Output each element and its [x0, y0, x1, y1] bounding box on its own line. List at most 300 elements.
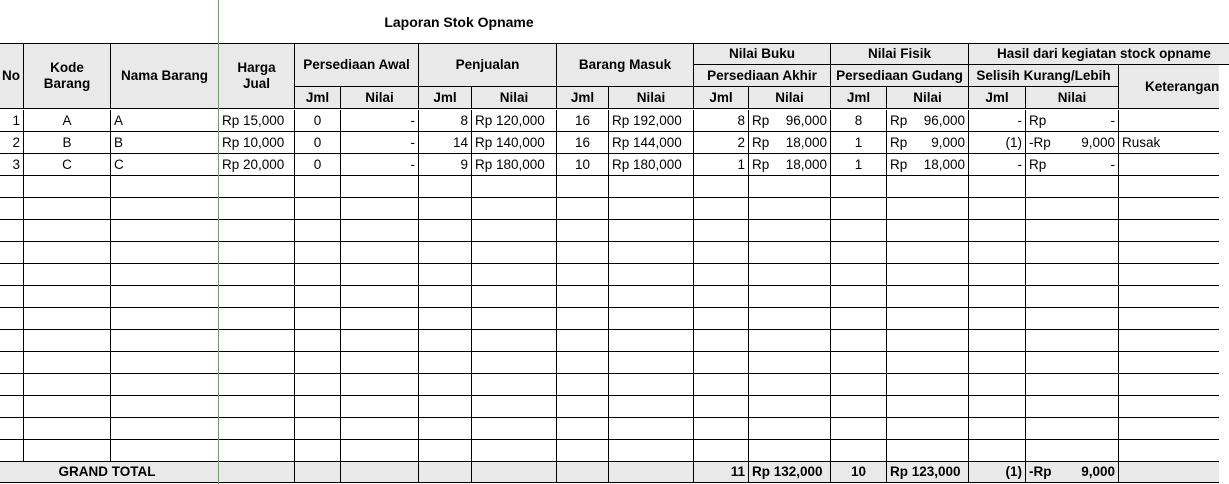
empty-cell[interactable] [1119, 440, 1219, 462]
subheader-selisih-nilai[interactable]: Nilai [1026, 87, 1119, 109]
cell-harga[interactable]: Rp 20,000 [219, 154, 295, 176]
cell-awal-nilai[interactable]: - [341, 132, 419, 154]
cell-keterangan[interactable] [1119, 110, 1219, 132]
header-kode-barang[interactable]: Kode Barang [24, 43, 111, 109]
empty-cell[interactable] [969, 396, 1026, 418]
empty-cell[interactable] [831, 352, 887, 374]
empty-cell[interactable] [472, 176, 557, 198]
cell-awal-jml[interactable]: 0 [295, 132, 341, 154]
empty-cell[interactable] [295, 286, 341, 308]
empty-cell[interactable] [219, 286, 295, 308]
empty-cell[interactable] [24, 374, 111, 396]
header-persediaan-awal[interactable]: Persediaan Awal [295, 43, 419, 87]
empty-cell[interactable] [831, 396, 887, 418]
empty-cell[interactable] [1119, 418, 1219, 440]
empty-cell[interactable] [557, 440, 609, 462]
empty-cell[interactable] [969, 374, 1026, 396]
empty-cell[interactable] [111, 396, 219, 418]
empty-cell[interactable] [694, 396, 749, 418]
empty-cell[interactable] [609, 220, 694, 242]
empty-cell[interactable] [419, 440, 472, 462]
empty-cell[interactable] [1026, 308, 1119, 330]
empty-cell[interactable] [111, 352, 219, 374]
header-harga-jual[interactable]: Harga Jual [219, 43, 295, 109]
empty-cell[interactable] [831, 220, 887, 242]
empty-cell[interactable] [341, 198, 419, 220]
empty-cell[interactable] [111, 440, 219, 462]
empty-cell[interactable] [887, 308, 969, 330]
empty-cell[interactable] [0, 440, 24, 462]
cell-jual-nilai[interactable]: Rp 120,000 [472, 110, 557, 132]
empty-cell[interactable] [295, 264, 341, 286]
empty-cell[interactable] [969, 352, 1026, 374]
header-hasil-stock-opname[interactable]: Hasil dari kegiatan stock opname [969, 43, 1229, 65]
empty-cell[interactable] [557, 418, 609, 440]
empty-cell[interactable] [219, 418, 295, 440]
cell-akhir-jml[interactable]: 2 [694, 132, 749, 154]
empty-cell[interactable] [111, 374, 219, 396]
empty-cell[interactable] [749, 308, 831, 330]
empty-cell[interactable] [694, 418, 749, 440]
empty-cell[interactable] [419, 264, 472, 286]
empty-cell[interactable] [341, 308, 419, 330]
empty-cell[interactable] [609, 264, 694, 286]
empty-cell[interactable] [111, 308, 219, 330]
cell-jual-jml[interactable]: 14 [419, 132, 472, 154]
empty-cell[interactable] [1026, 220, 1119, 242]
cell-harga[interactable]: Rp 15,000 [219, 110, 295, 132]
empty-cell[interactable] [609, 308, 694, 330]
empty-cell[interactable] [472, 352, 557, 374]
empty-cell[interactable] [24, 220, 111, 242]
empty-cell[interactable] [341, 330, 419, 352]
grand-total-label[interactable]: GRAND TOTAL [0, 461, 219, 483]
empty-cell[interactable] [831, 330, 887, 352]
empty-cell[interactable] [24, 440, 111, 462]
empty-cell[interactable] [341, 374, 419, 396]
subheader-masuk-jml[interactable]: Jml [557, 87, 609, 109]
header-penjualan[interactable]: Penjualan [419, 43, 557, 87]
cell-awal-nilai[interactable]: - [341, 154, 419, 176]
cell-jual-jml[interactable]: 9 [419, 154, 472, 176]
empty-cell[interactable] [341, 220, 419, 242]
empty-cell[interactable] [831, 374, 887, 396]
cell-akhir[interactable] [749, 154, 831, 176]
empty-cell[interactable] [694, 440, 749, 462]
empty-cell[interactable] [1026, 396, 1119, 418]
empty-cell[interactable] [341, 418, 419, 440]
empty-cell[interactable] [969, 330, 1026, 352]
header-barang-masuk[interactable]: Barang Masuk [557, 43, 694, 87]
header-persediaan-gudang[interactable]: Persediaan Gudang [831, 65, 969, 87]
empty-cell[interactable] [472, 330, 557, 352]
empty-cell[interactable] [1119, 396, 1219, 418]
header-no[interactable]: No [0, 43, 24, 109]
cell-jual-nilai[interactable]: Rp 180,000 [472, 154, 557, 176]
empty-cell[interactable] [831, 264, 887, 286]
empty-cell[interactable] [831, 418, 887, 440]
empty-cell[interactable] [341, 440, 419, 462]
empty-cell[interactable] [831, 308, 887, 330]
cell-masuk-jml[interactable]: 10 [557, 154, 609, 176]
empty-cell[interactable] [295, 242, 341, 264]
cell-nama[interactable]: C [111, 154, 219, 176]
empty-cell[interactable] [295, 330, 341, 352]
empty-cell[interactable] [472, 396, 557, 418]
grand-total-empty-cell[interactable] [1119, 461, 1219, 483]
empty-cell[interactable] [831, 176, 887, 198]
empty-cell[interactable] [472, 374, 557, 396]
cell-masuk-nilai[interactable]: Rp 180,000 [609, 154, 694, 176]
empty-cell[interactable] [219, 440, 295, 462]
empty-cell[interactable] [24, 198, 111, 220]
subheader-jual-jml[interactable]: Jml [419, 87, 472, 109]
empty-cell[interactable] [887, 352, 969, 374]
empty-cell[interactable] [0, 264, 24, 286]
empty-cell[interactable] [1119, 286, 1219, 308]
empty-cell[interactable] [887, 374, 969, 396]
empty-cell[interactable] [341, 396, 419, 418]
header-nilai-buku[interactable]: Nilai Buku [694, 43, 831, 65]
cell-gudang-jml[interactable]: 1 [831, 154, 887, 176]
empty-cell[interactable] [609, 198, 694, 220]
cell-gudang-jml[interactable]: 1 [831, 132, 887, 154]
empty-cell[interactable] [969, 418, 1026, 440]
empty-cell[interactable] [219, 220, 295, 242]
empty-cell[interactable] [219, 176, 295, 198]
empty-cell[interactable] [472, 440, 557, 462]
empty-cell[interactable] [0, 418, 24, 440]
empty-cell[interactable] [341, 286, 419, 308]
empty-cell[interactable] [1026, 440, 1119, 462]
empty-cell[interactable] [557, 242, 609, 264]
empty-cell[interactable] [831, 242, 887, 264]
cell-selisih[interactable] [1026, 110, 1119, 132]
empty-cell[interactable] [749, 352, 831, 374]
empty-cell[interactable] [969, 242, 1026, 264]
empty-cell[interactable] [887, 176, 969, 198]
empty-cell[interactable] [694, 308, 749, 330]
empty-cell[interactable] [472, 308, 557, 330]
cell-awal-nilai[interactable]: - [341, 110, 419, 132]
cell-akhir-jml[interactable]: 8 [694, 110, 749, 132]
cell-no[interactable]: 3 [0, 154, 24, 176]
empty-cell[interactable] [969, 440, 1026, 462]
empty-cell[interactable] [694, 198, 749, 220]
subheader-gudang-nilai[interactable]: Nilai [887, 87, 969, 109]
grand-total-gudang-jml[interactable]: 10 [831, 461, 887, 483]
empty-cell[interactable] [219, 198, 295, 220]
empty-cell[interactable] [887, 286, 969, 308]
empty-cell[interactable] [694, 220, 749, 242]
empty-cell[interactable] [419, 242, 472, 264]
subheader-gudang-jml[interactable]: Jml [831, 87, 887, 109]
header-selisih[interactable]: Selisih Kurang/Lebih [969, 65, 1119, 87]
empty-cell[interactable] [609, 418, 694, 440]
empty-cell[interactable] [609, 374, 694, 396]
empty-cell[interactable] [831, 440, 887, 462]
empty-cell[interactable] [1026, 418, 1119, 440]
empty-cell[interactable] [969, 286, 1026, 308]
grand-total-empty-cell[interactable] [557, 461, 609, 483]
grand-total-empty-cell[interactable] [419, 461, 472, 483]
empty-cell[interactable] [749, 198, 831, 220]
empty-cell[interactable] [887, 220, 969, 242]
empty-cell[interactable] [341, 264, 419, 286]
empty-cell[interactable] [419, 176, 472, 198]
empty-cell[interactable] [1026, 198, 1119, 220]
empty-cell[interactable] [557, 176, 609, 198]
cell-nama[interactable]: A [111, 110, 219, 132]
empty-cell[interactable] [609, 330, 694, 352]
header-nilai-fisik[interactable]: Nilai Fisik [831, 43, 969, 65]
empty-cell[interactable] [419, 418, 472, 440]
empty-cell[interactable] [557, 220, 609, 242]
empty-cell[interactable] [24, 176, 111, 198]
cell-gudang[interactable] [887, 132, 969, 154]
empty-cell[interactable] [1026, 264, 1119, 286]
grand-total-empty-cell[interactable] [219, 461, 295, 483]
cell-akhir[interactable] [749, 132, 831, 154]
empty-cell[interactable] [341, 352, 419, 374]
empty-cell[interactable] [219, 264, 295, 286]
cell-keterangan[interactable]: Rusak [1119, 132, 1219, 154]
empty-cell[interactable] [24, 242, 111, 264]
empty-cell[interactable] [887, 330, 969, 352]
empty-cell[interactable] [749, 176, 831, 198]
empty-cell[interactable] [219, 242, 295, 264]
empty-cell[interactable] [887, 242, 969, 264]
cell-gudang[interactable] [887, 154, 969, 176]
header-nama-barang[interactable]: Nama Barang [111, 43, 219, 109]
empty-cell[interactable] [1119, 198, 1219, 220]
empty-cell[interactable] [557, 352, 609, 374]
empty-cell[interactable] [749, 418, 831, 440]
empty-cell[interactable] [749, 286, 831, 308]
cell-kode[interactable]: C [24, 154, 111, 176]
empty-cell[interactable] [0, 176, 24, 198]
empty-cell[interactable] [219, 396, 295, 418]
empty-cell[interactable] [295, 308, 341, 330]
empty-cell[interactable] [341, 242, 419, 264]
empty-cell[interactable] [111, 198, 219, 220]
cell-keterangan[interactable] [1119, 154, 1219, 176]
empty-cell[interactable] [0, 396, 24, 418]
empty-cell[interactable] [694, 242, 749, 264]
cell-selisih-jml[interactable]: - [969, 154, 1026, 176]
grand-total-empty-cell[interactable] [341, 461, 419, 483]
empty-cell[interactable] [557, 264, 609, 286]
empty-cell[interactable] [111, 286, 219, 308]
empty-cell[interactable] [24, 308, 111, 330]
empty-cell[interactable] [419, 374, 472, 396]
cell-masuk-nilai[interactable]: Rp 192,000 [609, 110, 694, 132]
empty-cell[interactable] [887, 264, 969, 286]
cell-akhir-jml[interactable]: 1 [694, 154, 749, 176]
empty-cell[interactable] [749, 440, 831, 462]
subheader-masuk-nilai[interactable]: Nilai [609, 87, 694, 109]
empty-cell[interactable] [969, 176, 1026, 198]
empty-cell[interactable] [472, 220, 557, 242]
empty-cell[interactable] [1026, 176, 1119, 198]
empty-cell[interactable] [557, 330, 609, 352]
empty-cell[interactable] [295, 220, 341, 242]
empty-cell[interactable] [295, 176, 341, 198]
empty-cell[interactable] [1026, 330, 1119, 352]
empty-cell[interactable] [111, 330, 219, 352]
empty-cell[interactable] [419, 220, 472, 242]
empty-cell[interactable] [419, 330, 472, 352]
cell-gudang-jml[interactable]: 8 [831, 110, 887, 132]
empty-cell[interactable] [219, 352, 295, 374]
header-keterangan[interactable]: Keterangan [1119, 65, 1219, 109]
cell-masuk-jml[interactable]: 16 [557, 132, 609, 154]
empty-cell[interactable] [24, 264, 111, 286]
empty-cell[interactable] [1119, 264, 1219, 286]
empty-cell[interactable] [419, 352, 472, 374]
cell-masuk-nilai[interactable]: Rp 144,000 [609, 132, 694, 154]
subheader-awal-jml[interactable]: Jml [295, 87, 341, 109]
empty-cell[interactable] [749, 374, 831, 396]
empty-cell[interactable] [1119, 352, 1219, 374]
empty-cell[interactable] [887, 198, 969, 220]
empty-cell[interactable] [1119, 330, 1219, 352]
cell-kode[interactable]: A [24, 110, 111, 132]
empty-cell[interactable] [0, 352, 24, 374]
cell-awal-jml[interactable]: 0 [295, 110, 341, 132]
empty-cell[interactable] [0, 330, 24, 352]
empty-cell[interactable] [749, 330, 831, 352]
empty-cell[interactable] [694, 374, 749, 396]
empty-cell[interactable] [419, 286, 472, 308]
empty-cell[interactable] [887, 418, 969, 440]
empty-cell[interactable] [969, 220, 1026, 242]
empty-cell[interactable] [0, 220, 24, 242]
cell-selisih-jml[interactable]: - [969, 110, 1026, 132]
empty-cell[interactable] [472, 286, 557, 308]
empty-cell[interactable] [419, 308, 472, 330]
empty-cell[interactable] [419, 396, 472, 418]
empty-cell[interactable] [341, 176, 419, 198]
cell-masuk-jml[interactable]: 16 [557, 110, 609, 132]
empty-cell[interactable] [24, 418, 111, 440]
empty-cell[interactable] [694, 352, 749, 374]
grand-total-empty-cell[interactable] [609, 461, 694, 483]
cell-kode[interactable]: B [24, 132, 111, 154]
empty-cell[interactable] [557, 374, 609, 396]
empty-cell[interactable] [969, 198, 1026, 220]
cell-no[interactable]: 2 [0, 132, 24, 154]
empty-cell[interactable] [609, 396, 694, 418]
empty-cell[interactable] [1119, 176, 1219, 198]
header-persediaan-akhir[interactable]: Persediaan Akhir [694, 65, 831, 87]
empty-cell[interactable] [0, 198, 24, 220]
empty-cell[interactable] [887, 396, 969, 418]
empty-cell[interactable] [969, 308, 1026, 330]
empty-cell[interactable] [295, 440, 341, 462]
empty-cell[interactable] [1119, 308, 1219, 330]
empty-cell[interactable] [887, 440, 969, 462]
empty-cell[interactable] [295, 352, 341, 374]
empty-cell[interactable] [295, 198, 341, 220]
cell-selisih-jml[interactable]: (1) [969, 132, 1026, 154]
cell-no[interactable]: 1 [0, 110, 24, 132]
cell-harga[interactable]: Rp 10,000 [219, 132, 295, 154]
empty-cell[interactable] [295, 396, 341, 418]
empty-cell[interactable] [419, 198, 472, 220]
empty-cell[interactable] [24, 352, 111, 374]
subheader-akhir-nilai[interactable]: Nilai [749, 87, 831, 109]
empty-cell[interactable] [1026, 374, 1119, 396]
empty-cell[interactable] [219, 374, 295, 396]
empty-cell[interactable] [749, 396, 831, 418]
empty-cell[interactable] [694, 176, 749, 198]
empty-cell[interactable] [609, 286, 694, 308]
empty-cell[interactable] [295, 418, 341, 440]
empty-cell[interactable] [472, 242, 557, 264]
empty-cell[interactable] [609, 352, 694, 374]
cell-selisih[interactable] [1026, 132, 1119, 154]
grand-total-akhir-jml[interactable]: 11 [694, 461, 749, 483]
grand-total-selisih-nilai[interactable] [1026, 461, 1119, 483]
empty-cell[interactable] [24, 330, 111, 352]
empty-cell[interactable] [111, 418, 219, 440]
empty-cell[interactable] [694, 264, 749, 286]
empty-cell[interactable] [1119, 374, 1219, 396]
empty-cell[interactable] [1026, 242, 1119, 264]
empty-cell[interactable] [694, 286, 749, 308]
subheader-jual-nilai[interactable]: Nilai [472, 87, 557, 109]
empty-cell[interactable] [557, 198, 609, 220]
cell-gudang[interactable] [887, 110, 969, 132]
subheader-selisih-jml[interactable]: Jml [969, 87, 1026, 109]
empty-cell[interactable] [1119, 220, 1219, 242]
empty-cell[interactable] [1026, 286, 1119, 308]
empty-cell[interactable] [219, 330, 295, 352]
grand-total-akhir-nilai[interactable]: Rp 132,000 [749, 461, 831, 483]
empty-cell[interactable] [0, 286, 24, 308]
empty-cell[interactable] [111, 264, 219, 286]
empty-cell[interactable] [749, 264, 831, 286]
subheader-awal-nilai[interactable]: Nilai [341, 87, 419, 109]
grand-total-selisih-jml[interactable]: (1) [969, 461, 1026, 483]
empty-cell[interactable] [749, 220, 831, 242]
empty-cell[interactable] [472, 418, 557, 440]
empty-cell[interactable] [609, 176, 694, 198]
cell-selisih[interactable] [1026, 154, 1119, 176]
empty-cell[interactable] [472, 198, 557, 220]
empty-cell[interactable] [749, 242, 831, 264]
empty-cell[interactable] [557, 396, 609, 418]
empty-cell[interactable] [0, 374, 24, 396]
cell-jual-jml[interactable]: 8 [419, 110, 472, 132]
empty-cell[interactable] [295, 374, 341, 396]
empty-cell[interactable] [969, 264, 1026, 286]
grand-total-empty-cell[interactable] [295, 461, 341, 483]
cell-jual-nilai[interactable]: Rp 140,000 [472, 132, 557, 154]
empty-cell[interactable] [472, 264, 557, 286]
empty-cell[interactable] [219, 308, 295, 330]
empty-cell[interactable] [111, 176, 219, 198]
empty-cell[interactable] [1119, 242, 1219, 264]
empty-cell[interactable] [0, 308, 24, 330]
empty-cell[interactable] [0, 242, 24, 264]
empty-cell[interactable] [557, 286, 609, 308]
empty-cell[interactable] [694, 330, 749, 352]
empty-cell[interactable] [1026, 352, 1119, 374]
empty-cell[interactable] [557, 308, 609, 330]
empty-cell[interactable] [609, 440, 694, 462]
